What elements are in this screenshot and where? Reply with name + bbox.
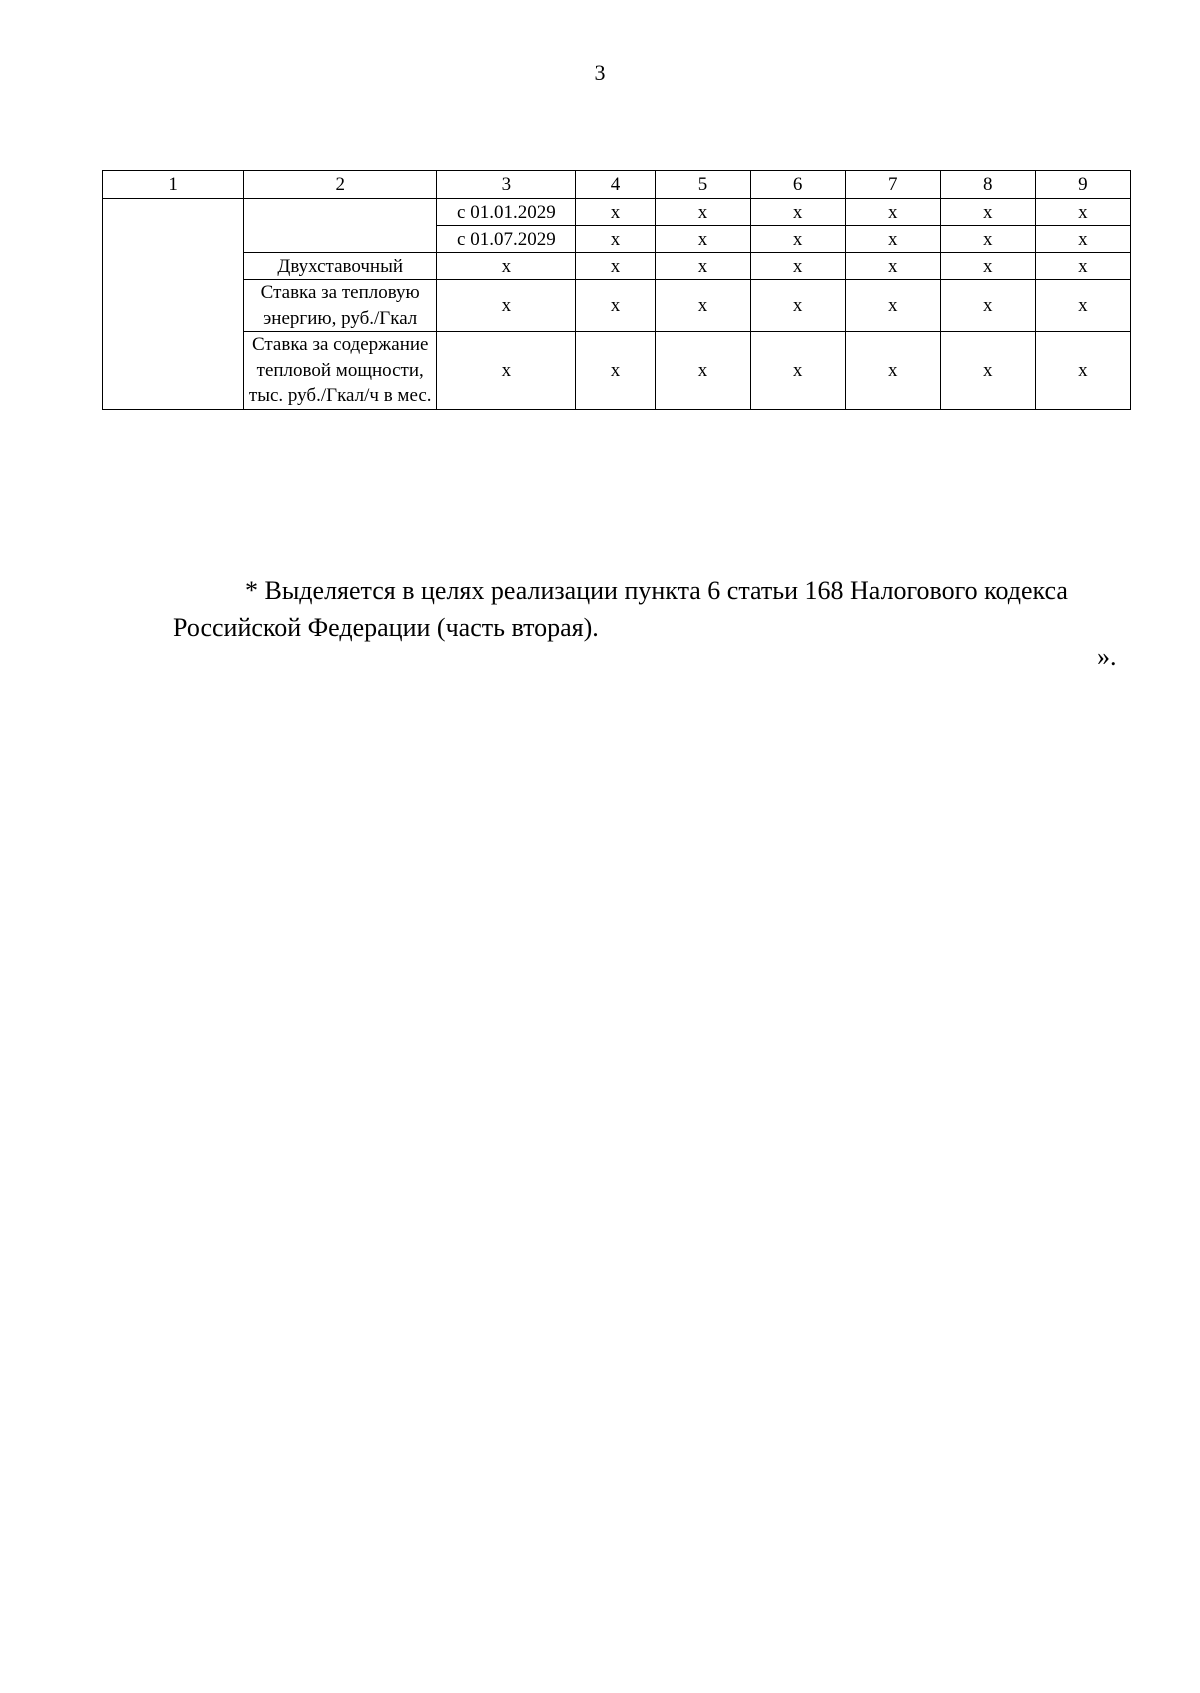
table-cell: х (940, 226, 1035, 253)
table-cell: х (655, 253, 750, 280)
table-header-cell: 1 (103, 171, 244, 199)
table-header-cell: 6 (750, 171, 845, 199)
table-cell: х (437, 280, 576, 332)
table-cell: х (940, 199, 1035, 226)
table-cell-label: Двухставочный (244, 253, 437, 280)
table-cell: х (750, 332, 845, 410)
table-cell-label: Ставка за тепловую энергию, руб./Гкал (244, 280, 437, 332)
table-cell: х (437, 332, 576, 410)
table-cell: х (576, 253, 655, 280)
table-cell: х (750, 199, 845, 226)
table-header-cell: 4 (576, 171, 655, 199)
table-header-cell: 2 (244, 171, 437, 199)
footnote: * Выделяется в целях реализации пункта 6 статьи 168 Налогового кодекса Российской Федерации (часть вторая). (173, 576, 1068, 642)
table-cell: х (845, 253, 940, 280)
table-cell: х (845, 199, 940, 226)
table-cell: х (1035, 199, 1130, 226)
table-header-cell: 3 (437, 171, 576, 199)
table-header-cell: 7 (845, 171, 940, 199)
table-cell: х (845, 332, 940, 410)
table-cell: х (1035, 332, 1130, 410)
table-cell-date: с 01.07.2029 (437, 226, 576, 253)
table-cell: х (576, 199, 655, 226)
table-cell: х (576, 332, 655, 410)
table-row (103, 280, 1131, 332)
closing-quote: ». (1097, 642, 1117, 671)
table-cell: х (655, 332, 750, 410)
table-cell-col1-merged (103, 199, 244, 410)
table-row (103, 199, 1131, 226)
table-cell: х (576, 280, 655, 332)
table-cell-label (244, 199, 437, 253)
table-header-cell: 8 (940, 171, 1035, 199)
table-cell: х (750, 226, 845, 253)
table-cell: х (437, 253, 576, 280)
table-cell: х (845, 226, 940, 253)
table-cell: х (1035, 253, 1130, 280)
table-cell-label: Ставка за содержание тепловой мощности, тыс. руб./Гкал/ч в мес. (244, 332, 437, 410)
table-cell: х (655, 226, 750, 253)
table-row (103, 332, 1131, 410)
table-cell: х (750, 280, 845, 332)
table-cell: х (940, 280, 1035, 332)
tariff-table (102, 170, 1131, 410)
table-cell: х (940, 332, 1035, 410)
table-header-row (103, 171, 1131, 199)
table-cell-date: с 01.01.2029 (437, 199, 576, 226)
table-cell: х (940, 253, 1035, 280)
table-cell: х (576, 226, 655, 253)
table-cell: х (845, 280, 940, 332)
table-cell: х (750, 253, 845, 280)
table-cell: х (1035, 226, 1130, 253)
page-number: 3 (594, 60, 606, 85)
table-row (103, 253, 1131, 280)
table-cell: х (655, 280, 750, 332)
table-header-cell: 5 (655, 171, 750, 199)
table-header-cell: 9 (1035, 171, 1130, 199)
table-cell: х (1035, 280, 1130, 332)
table-cell: х (655, 199, 750, 226)
